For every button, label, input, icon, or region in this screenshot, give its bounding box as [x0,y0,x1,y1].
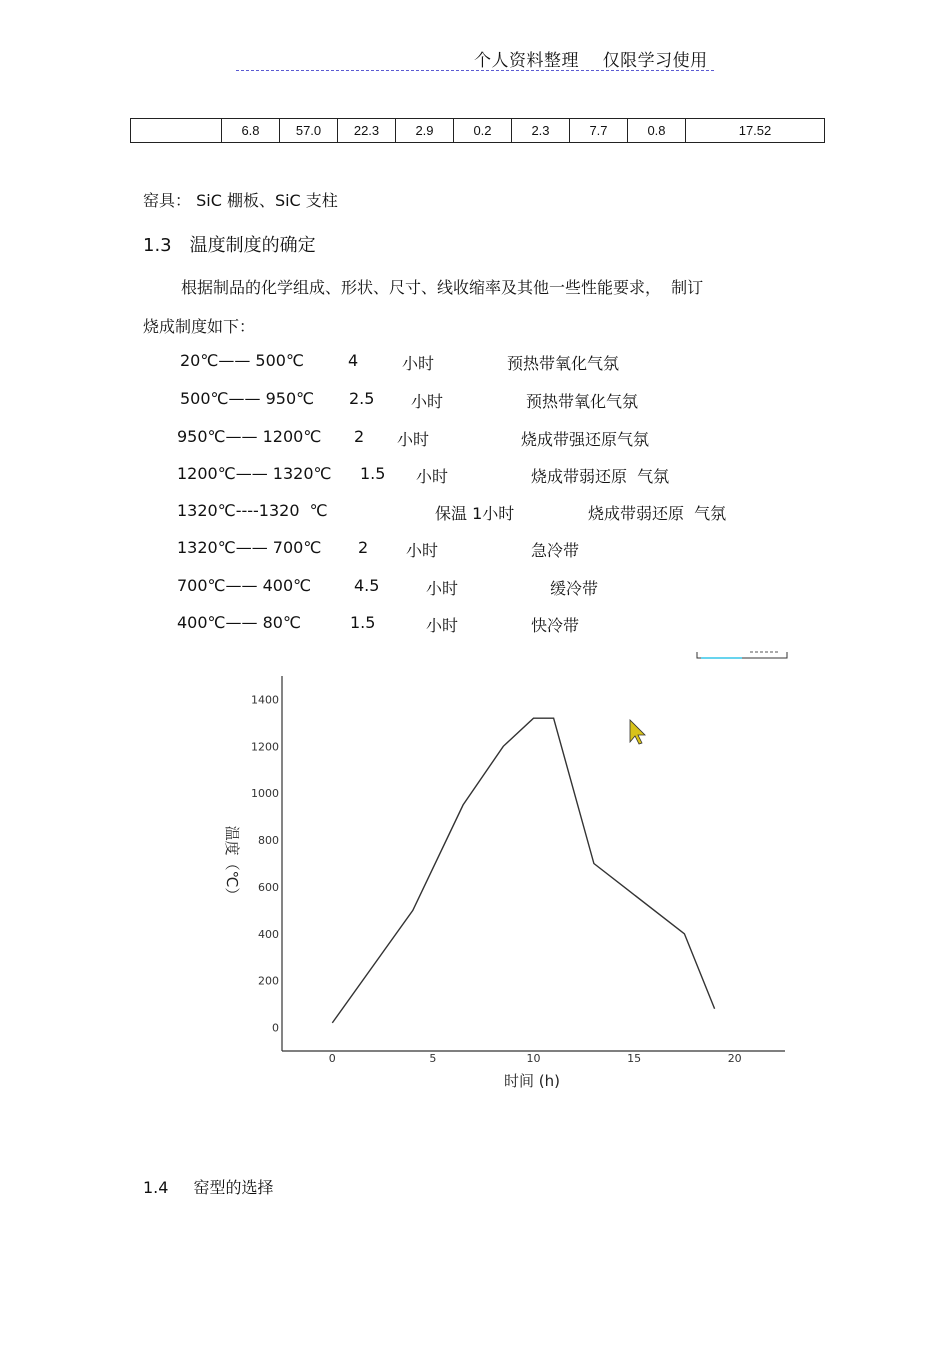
temperature-range: 20℃—— 500℃ [180,351,304,370]
section-heading-1-3 [143,231,316,257]
table-cell: 2.3 [512,119,570,143]
temperature-range: 700℃—— 400℃ [177,576,312,595]
duration-unit: 小时 [426,579,459,598]
y-tick-label: 1000 [251,787,279,801]
composition-table [130,118,825,143]
duration: 1.5 [350,613,376,632]
temperature-range: 1320℃—— 700℃ [177,538,322,557]
duration: 4.5 [354,576,380,595]
section-number: 1.4 [143,1178,169,1197]
x-tick-label: 15 [627,1052,642,1065]
duration-unit: 小时 [426,616,459,635]
duration-unit: 小时 [406,541,439,560]
table-cell [131,119,222,143]
duration-unit: 小时 [402,354,435,373]
temperature-range: 1200℃—— 1320℃ [177,464,332,483]
temperature-range: 1320℃----1320 ℃ [177,501,328,520]
duration-unit: 小时 [411,392,444,411]
x-tick-label: 10 [526,1052,541,1065]
kiln-zone: 缓冷带 [550,579,599,598]
table-cell: 0.8 [628,119,686,143]
y-axis-label: 温度（℃） [223,825,241,903]
y-tick-label: 600 [258,880,279,894]
kiln-zone: 急冷带 [531,541,580,560]
series-line [332,718,714,1023]
kiln-furniture-line: 窑具： SiC 棚板、SiC 支柱 [143,191,338,210]
duration-unit: 小时 [416,467,449,486]
y-tick-label: 800 [258,834,279,848]
y-tick-label: 1200 [251,740,279,754]
kiln-zone: 预热带氧化气氛 [526,392,639,411]
duration-unit: 小时 [397,430,430,449]
legend-box [697,652,787,658]
section-title: 温度制度的确定 [189,235,316,256]
table-cell: 17.52 [686,119,825,143]
table-cell: 0.2 [454,119,512,143]
duration: 2 [358,538,369,557]
x-tick-label: 20 [727,1052,742,1065]
y-tick-label: 0 [272,1021,279,1035]
x-axis-label: 时间 (h) [504,1072,560,1090]
table-cell: 57.0 [280,119,338,143]
firing-curve-chart [190,640,810,1110]
section-title: 窑型的选择 [193,1178,274,1197]
table-cell: 7.7 [570,119,628,143]
cursor-icon [630,720,645,744]
y-tick-label: 1400 [251,693,279,707]
duration: 2 [354,427,365,446]
duration: 4 [348,351,359,370]
kiln-zone: 预热带氧化气氛 [507,354,620,373]
temperature-range: 950℃—— 1200℃ [177,427,322,446]
header-divider [236,70,714,71]
section-heading-1-4 [143,1175,273,1198]
page-header: 个人资料整理 仅限学习使用 [474,51,708,71]
kiln-zone: 烧成带强还原气氛 [521,430,650,449]
kiln-zone: 烧成带弱还原 气氛 [531,467,670,486]
duration: 1.5 [360,464,386,483]
paragraph-line: 烧成制度如下： [143,317,256,336]
x-tick-label: 0 [328,1052,336,1065]
table-row [131,119,825,143]
y-tick-label: 400 [258,927,279,941]
table-cell: 6.8 [222,119,280,143]
section-number: 1.3 [143,235,172,256]
duration-unit: 保温 1小时 [435,504,515,523]
paragraph-line: 根据制品的化学组成、形状、尺寸、线收缩率及其他一些性能要求， 制订 [181,278,704,297]
x-tick-label: 5 [429,1052,437,1065]
table-cell: 2.9 [396,119,454,143]
table-cell: 22.3 [338,119,396,143]
kiln-zone: 快冷带 [531,616,580,635]
kiln-zone: 烧成带弱还原 气氛 [588,504,727,523]
temperature-range: 400℃—— 80℃ [177,613,301,632]
temperature-range: 500℃—— 950℃ [180,389,315,408]
y-tick-label: 200 [258,974,279,988]
duration: 2.5 [349,389,375,408]
